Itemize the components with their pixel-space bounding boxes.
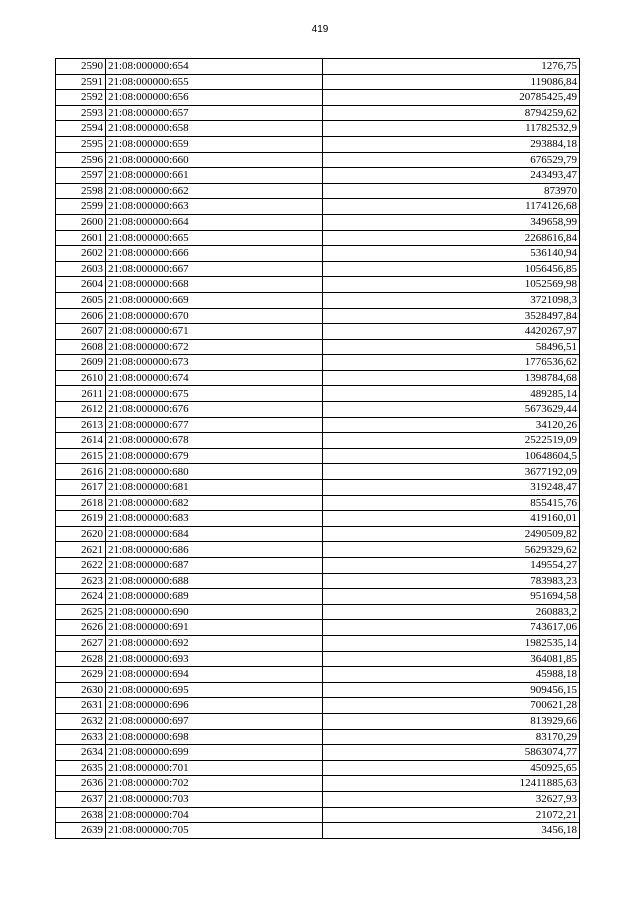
row-number-cell: 2639 bbox=[56, 823, 106, 839]
value-cell: 909456,15 bbox=[323, 682, 580, 698]
value-cell: 5863074,77 bbox=[323, 745, 580, 761]
value-cell: 10648604,5 bbox=[323, 448, 580, 464]
row-number-cell: 2597 bbox=[56, 168, 106, 184]
row-number-cell: 2602 bbox=[56, 246, 106, 262]
table-row bbox=[56, 105, 580, 121]
cadastral-number-cell: 21:08:000000:656 bbox=[106, 90, 323, 106]
row-number-cell: 2623 bbox=[56, 573, 106, 589]
cadastral-number-cell: 21:08:000000:660 bbox=[106, 152, 323, 168]
value-cell: 1982535,14 bbox=[323, 635, 580, 651]
cadastral-number-cell: 21:08:000000:702 bbox=[106, 776, 323, 792]
table-row bbox=[56, 713, 580, 729]
table-row bbox=[56, 386, 580, 402]
value-cell: 873970 bbox=[323, 183, 580, 199]
row-number-cell: 2601 bbox=[56, 230, 106, 246]
table-row bbox=[56, 698, 580, 714]
cadastral-number-cell: 21:08:000000:673 bbox=[106, 355, 323, 371]
cadastral-number-cell: 21:08:000000:668 bbox=[106, 277, 323, 293]
row-number-cell: 2595 bbox=[56, 136, 106, 152]
value-cell: 951694,58 bbox=[323, 589, 580, 605]
cadastral-number-cell: 21:08:000000:671 bbox=[106, 324, 323, 340]
value-cell: 1276,75 bbox=[323, 59, 580, 75]
table-row bbox=[56, 526, 580, 542]
row-number-cell: 2638 bbox=[56, 807, 106, 823]
value-cell: 489285,14 bbox=[323, 386, 580, 402]
table-row bbox=[56, 199, 580, 215]
table-row bbox=[56, 433, 580, 449]
table-row bbox=[56, 495, 580, 511]
value-cell: 1056456,85 bbox=[323, 261, 580, 277]
table-body bbox=[56, 59, 580, 839]
table-row bbox=[56, 573, 580, 589]
row-number-cell: 2619 bbox=[56, 511, 106, 527]
table-row bbox=[56, 776, 580, 792]
value-cell: 855415,76 bbox=[323, 495, 580, 511]
table-row bbox=[56, 480, 580, 496]
cadastral-number-cell: 21:08:000000:674 bbox=[106, 370, 323, 386]
value-cell: 58496,51 bbox=[323, 339, 580, 355]
value-cell: 3528497,84 bbox=[323, 308, 580, 324]
value-cell: 3677192,09 bbox=[323, 464, 580, 480]
value-cell: 4420267,97 bbox=[323, 324, 580, 340]
cadastral-number-cell: 21:08:000000:662 bbox=[106, 183, 323, 199]
table-row bbox=[56, 667, 580, 683]
value-cell: 119086,84 bbox=[323, 74, 580, 90]
cadastral-number-cell: 21:08:000000:695 bbox=[106, 682, 323, 698]
value-cell: 700621,28 bbox=[323, 698, 580, 714]
cadastral-number-cell: 21:08:000000:675 bbox=[106, 386, 323, 402]
row-number-cell: 2594 bbox=[56, 121, 106, 137]
row-number-cell: 2598 bbox=[56, 183, 106, 199]
table-row bbox=[56, 511, 580, 527]
row-number-cell: 2600 bbox=[56, 214, 106, 230]
cadastral-number-cell: 21:08:000000:669 bbox=[106, 292, 323, 308]
table-row bbox=[56, 324, 580, 340]
table-row bbox=[56, 59, 580, 75]
table-row bbox=[56, 635, 580, 651]
value-cell: 813929,66 bbox=[323, 713, 580, 729]
value-cell: 34120,26 bbox=[323, 417, 580, 433]
page-number: 419 bbox=[311, 24, 329, 35]
value-cell: 536140,94 bbox=[323, 246, 580, 262]
table-row bbox=[56, 183, 580, 199]
row-number-cell: 2632 bbox=[56, 713, 106, 729]
cadastral-number-cell: 21:08:000000:665 bbox=[106, 230, 323, 246]
row-number-cell: 2624 bbox=[56, 589, 106, 605]
table-row bbox=[56, 121, 580, 137]
row-number-cell: 2609 bbox=[56, 355, 106, 371]
value-cell: 1398784,68 bbox=[323, 370, 580, 386]
row-number-cell: 2596 bbox=[56, 152, 106, 168]
table-row bbox=[56, 823, 580, 839]
cadastral-number-cell: 21:08:000000:705 bbox=[106, 823, 323, 839]
cadastral-number-cell: 21:08:000000:664 bbox=[106, 214, 323, 230]
value-cell: 45988,18 bbox=[323, 667, 580, 683]
table-row bbox=[56, 729, 580, 745]
row-number-cell: 2616 bbox=[56, 464, 106, 480]
table-row bbox=[56, 807, 580, 823]
value-cell: 83170,29 bbox=[323, 729, 580, 745]
cadastral-number-cell: 21:08:000000:659 bbox=[106, 136, 323, 152]
cadastral-number-cell: 21:08:000000:684 bbox=[106, 526, 323, 542]
row-number-cell: 2633 bbox=[56, 729, 106, 745]
value-cell: 419160,01 bbox=[323, 511, 580, 527]
value-cell: 2522519,09 bbox=[323, 433, 580, 449]
value-cell: 5673629,44 bbox=[323, 402, 580, 418]
value-cell: 1052569,98 bbox=[323, 277, 580, 293]
table-row bbox=[56, 651, 580, 667]
value-cell: 1174126,68 bbox=[323, 199, 580, 215]
row-number-cell: 2615 bbox=[56, 448, 106, 464]
value-cell: 364081,85 bbox=[323, 651, 580, 667]
cadastral-number-cell: 21:08:000000:681 bbox=[106, 480, 323, 496]
cadastral-number-cell: 21:08:000000:687 bbox=[106, 558, 323, 574]
value-cell: 1776536,62 bbox=[323, 355, 580, 371]
value-cell: 450925,65 bbox=[323, 760, 580, 776]
table-row bbox=[56, 620, 580, 636]
cadastral-number-cell: 21:08:000000:697 bbox=[106, 713, 323, 729]
row-number-cell: 2606 bbox=[56, 308, 106, 324]
row-number-cell: 2592 bbox=[56, 90, 106, 106]
value-cell: 149554,27 bbox=[323, 558, 580, 574]
table-row bbox=[56, 308, 580, 324]
row-number-cell: 2630 bbox=[56, 682, 106, 698]
value-cell: 743617,06 bbox=[323, 620, 580, 636]
value-cell: 20785425,49 bbox=[323, 90, 580, 106]
row-number-cell: 2591 bbox=[56, 74, 106, 90]
value-cell: 783983,23 bbox=[323, 573, 580, 589]
row-number-cell: 2620 bbox=[56, 526, 106, 542]
value-cell: 21072,21 bbox=[323, 807, 580, 823]
value-cell: 32627,93 bbox=[323, 791, 580, 807]
table-row bbox=[56, 448, 580, 464]
table-row bbox=[56, 74, 580, 90]
row-number-cell: 2605 bbox=[56, 292, 106, 308]
cadastral-number-cell: 21:08:000000:666 bbox=[106, 246, 323, 262]
table-row bbox=[56, 370, 580, 386]
cadastral-number-cell: 21:08:000000:688 bbox=[106, 573, 323, 589]
cadastral-number-cell: 21:08:000000:676 bbox=[106, 402, 323, 418]
cadastral-number-cell: 21:08:000000:672 bbox=[106, 339, 323, 355]
cadastral-number-cell: 21:08:000000:677 bbox=[106, 417, 323, 433]
table-row bbox=[56, 355, 580, 371]
cadastral-number-cell: 21:08:000000:655 bbox=[106, 74, 323, 90]
row-number-cell: 2625 bbox=[56, 604, 106, 620]
cadastral-number-cell: 21:08:000000:663 bbox=[106, 199, 323, 215]
cadastral-number-cell: 21:08:000000:701 bbox=[106, 760, 323, 776]
cadastral-number-cell: 21:08:000000:686 bbox=[106, 542, 323, 558]
row-number-cell: 2618 bbox=[56, 495, 106, 511]
cadastral-number-cell: 21:08:000000:691 bbox=[106, 620, 323, 636]
cadastral-number-cell: 21:08:000000:661 bbox=[106, 168, 323, 184]
row-number-cell: 2593 bbox=[56, 105, 106, 121]
cadastral-number-cell: 21:08:000000:667 bbox=[106, 261, 323, 277]
table-row bbox=[56, 168, 580, 184]
row-number-cell: 2634 bbox=[56, 745, 106, 761]
table-row bbox=[56, 136, 580, 152]
row-number-cell: 2610 bbox=[56, 370, 106, 386]
value-cell: 243493,47 bbox=[323, 168, 580, 184]
table-row bbox=[56, 90, 580, 106]
row-number-cell: 2607 bbox=[56, 324, 106, 340]
row-number-cell: 2637 bbox=[56, 791, 106, 807]
row-number-cell: 2604 bbox=[56, 277, 106, 293]
cadastral-number-cell: 21:08:000000:703 bbox=[106, 791, 323, 807]
value-cell: 293884,18 bbox=[323, 136, 580, 152]
cadastral-number-cell: 21:08:000000:678 bbox=[106, 433, 323, 449]
row-number-cell: 2613 bbox=[56, 417, 106, 433]
value-cell: 5629329,62 bbox=[323, 542, 580, 558]
table-row bbox=[56, 292, 580, 308]
row-number-cell: 2608 bbox=[56, 339, 106, 355]
table-row bbox=[56, 402, 580, 418]
value-cell: 319248,47 bbox=[323, 480, 580, 496]
value-cell: 349658,99 bbox=[323, 214, 580, 230]
table-row bbox=[56, 230, 580, 246]
table-row bbox=[56, 558, 580, 574]
row-number-cell: 2612 bbox=[56, 402, 106, 418]
cadastral-number-cell: 21:08:000000:692 bbox=[106, 635, 323, 651]
cadastral-number-cell: 21:08:000000:654 bbox=[106, 59, 323, 75]
table-row bbox=[56, 417, 580, 433]
row-number-cell: 2614 bbox=[56, 433, 106, 449]
value-cell: 3456,18 bbox=[323, 823, 580, 839]
row-number-cell: 2628 bbox=[56, 651, 106, 667]
row-number-cell: 2629 bbox=[56, 667, 106, 683]
row-number-cell: 2622 bbox=[56, 558, 106, 574]
value-cell: 260883,2 bbox=[323, 604, 580, 620]
cadastral-number-cell: 21:08:000000:683 bbox=[106, 511, 323, 527]
table-row bbox=[56, 604, 580, 620]
table-row bbox=[56, 214, 580, 230]
cadastral-number-cell: 21:08:000000:699 bbox=[106, 745, 323, 761]
cadastral-number-cell: 21:08:000000:682 bbox=[106, 495, 323, 511]
table-row bbox=[56, 542, 580, 558]
cadastral-number-cell: 21:08:000000:657 bbox=[106, 105, 323, 121]
cadastral-number-cell: 21:08:000000:693 bbox=[106, 651, 323, 667]
data-table bbox=[55, 58, 580, 839]
row-number-cell: 2626 bbox=[56, 620, 106, 636]
row-number-cell: 2590 bbox=[56, 59, 106, 75]
value-cell: 3721098,3 bbox=[323, 292, 580, 308]
row-number-cell: 2631 bbox=[56, 698, 106, 714]
cadastral-number-cell: 21:08:000000:690 bbox=[106, 604, 323, 620]
value-cell: 2490509,82 bbox=[323, 526, 580, 542]
cadastral-number-cell: 21:08:000000:698 bbox=[106, 729, 323, 745]
value-cell: 2268616,84 bbox=[323, 230, 580, 246]
value-cell: 8794259,62 bbox=[323, 105, 580, 121]
cadastral-number-cell: 21:08:000000:689 bbox=[106, 589, 323, 605]
cadastral-number-cell: 21:08:000000:679 bbox=[106, 448, 323, 464]
table-row bbox=[56, 152, 580, 168]
row-number-cell: 2621 bbox=[56, 542, 106, 558]
row-number-cell: 2603 bbox=[56, 261, 106, 277]
row-number-cell: 2599 bbox=[56, 199, 106, 215]
row-number-cell: 2627 bbox=[56, 635, 106, 651]
cadastral-number-cell: 21:08:000000:696 bbox=[106, 698, 323, 714]
table-row bbox=[56, 760, 580, 776]
table-row bbox=[56, 339, 580, 355]
cadastral-number-cell: 21:08:000000:704 bbox=[106, 807, 323, 823]
value-cell: 11782532,9 bbox=[323, 121, 580, 137]
value-cell: 676529,79 bbox=[323, 152, 580, 168]
table-row bbox=[56, 246, 580, 262]
table-row bbox=[56, 261, 580, 277]
row-number-cell: 2635 bbox=[56, 760, 106, 776]
table-row bbox=[56, 682, 580, 698]
table-row bbox=[56, 745, 580, 761]
row-number-cell: 2617 bbox=[56, 480, 106, 496]
table-row bbox=[56, 277, 580, 293]
value-cell: 12411885,63 bbox=[323, 776, 580, 792]
table-row bbox=[56, 589, 580, 605]
row-number-cell: 2636 bbox=[56, 776, 106, 792]
table-row bbox=[56, 464, 580, 480]
cadastral-number-cell: 21:08:000000:680 bbox=[106, 464, 323, 480]
table-row bbox=[56, 791, 580, 807]
cadastral-number-cell: 21:08:000000:670 bbox=[106, 308, 323, 324]
cadastral-number-cell: 21:08:000000:694 bbox=[106, 667, 323, 683]
row-number-cell: 2611 bbox=[56, 386, 106, 402]
cadastral-number-cell: 21:08:000000:658 bbox=[106, 121, 323, 137]
